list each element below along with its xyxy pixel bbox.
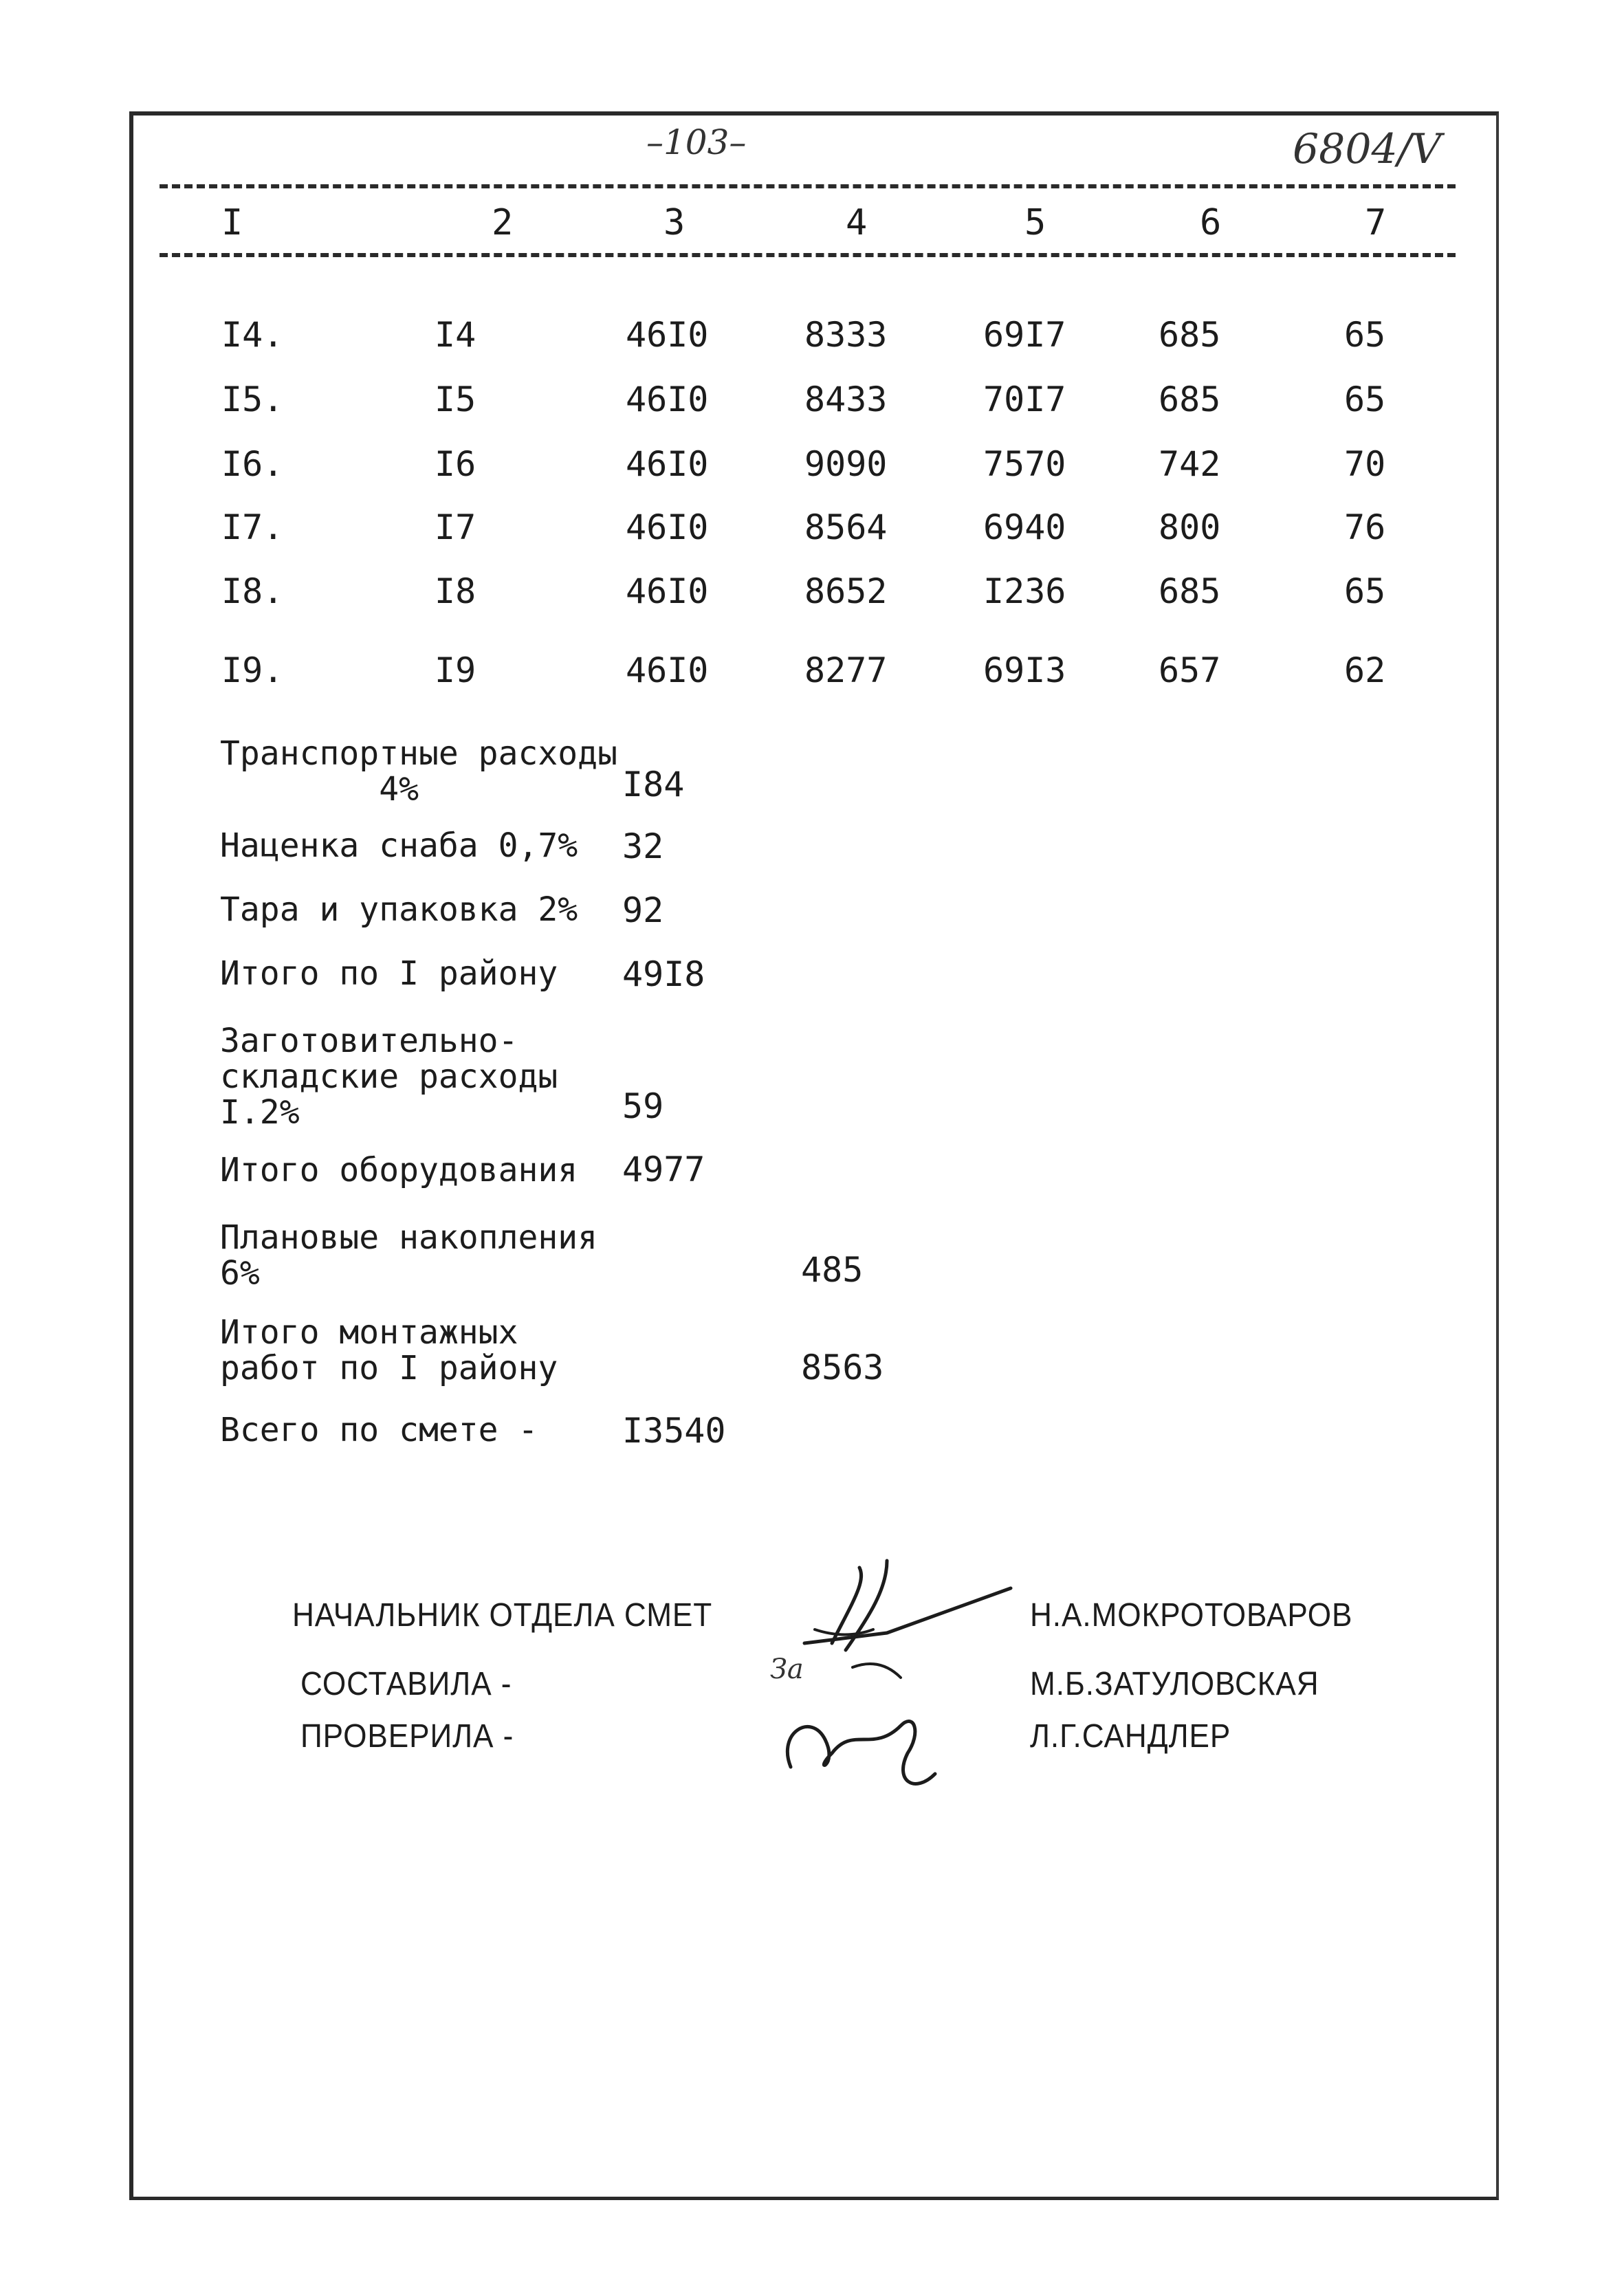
- table-cell: 9090: [804, 444, 888, 484]
- page-number: –103–: [646, 122, 747, 162]
- summary-value-district-total: 49I8: [622, 954, 705, 994]
- table-cell: 46I0: [626, 507, 709, 547]
- column-header: 6: [1200, 202, 1222, 243]
- summary-value-transport: I84: [622, 765, 685, 804]
- summary-value-markup: 32: [622, 826, 664, 866]
- table-cell: I5.: [221, 380, 284, 419]
- summary-label-grand-total: Всего по смете -: [220, 1411, 538, 1449]
- table-cell: 8652: [804, 571, 888, 611]
- column-header: 2: [492, 202, 514, 243]
- table-cell: 46I0: [626, 315, 709, 355]
- table-cell: 69I3: [983, 650, 1066, 690]
- table-cell: I6.: [221, 444, 284, 484]
- signature-stroke: [787, 1722, 935, 1784]
- table-cell: 65: [1344, 571, 1386, 611]
- table-cell: I5: [435, 380, 476, 419]
- table-cell: I8: [435, 571, 476, 611]
- table-cell: 8277: [804, 650, 888, 690]
- signature-name-head: Н.А.МОКРОТОВАРОВ: [1030, 1597, 1353, 1634]
- table-cell: 62: [1344, 650, 1386, 690]
- table-cell: 46I0: [626, 380, 709, 419]
- summary-value-packaging: 92: [622, 890, 664, 930]
- summary-label-packaging: Тара и упаковка 2%: [220, 890, 578, 929]
- table-cell: 70I7: [983, 380, 1066, 419]
- table-cell: 685: [1159, 571, 1221, 611]
- column-header: I: [221, 202, 243, 243]
- summary-value-warehouse: 59: [622, 1086, 664, 1126]
- column-header: 3: [663, 202, 685, 243]
- table-cell: 46I0: [626, 571, 709, 611]
- table-cell: 685: [1159, 380, 1221, 419]
- summary-label-equipment-total: Итого оборудования: [220, 1151, 578, 1189]
- summary-label-markup: Наценка снаба 0,7%: [220, 826, 578, 865]
- table-cell: I9: [435, 650, 476, 690]
- header-rule-bottom: [160, 253, 1456, 257]
- summary-label-transport: Транспортные расходы 4%: [220, 734, 617, 809]
- summary-value-installation-total: 8563: [801, 1348, 884, 1387]
- column-header: 4: [846, 202, 868, 243]
- summary-value-planned-savings: 485: [801, 1250, 864, 1290]
- signature-name-compiled: М.Б.ЗАТУЛОВСКАЯ: [1030, 1666, 1319, 1702]
- table-cell: I7: [435, 507, 476, 547]
- table-cell: 685: [1159, 315, 1221, 355]
- summary-label-installation-total: Итого монтажных работ по I району: [220, 1313, 558, 1387]
- header-rule-top: [160, 184, 1456, 188]
- signature-role-compiled: СОСТАВИЛА -: [300, 1666, 512, 1702]
- table-cell: I9.: [221, 650, 284, 690]
- column-header: 5: [1024, 202, 1046, 243]
- signature-name-checked: Л.Г.САНДЛЕР: [1030, 1718, 1231, 1755]
- column-header: 7: [1365, 202, 1387, 243]
- signature-stroke: [804, 1561, 1011, 1650]
- table-cell: 46I0: [626, 444, 709, 484]
- table-cell: 76: [1344, 507, 1386, 547]
- summary-value-equipment-total: 4977: [622, 1150, 705, 1189]
- table-cell: 657: [1159, 650, 1221, 690]
- table-cell: 65: [1344, 380, 1386, 419]
- signature-role-checked: ПРОВЕРИЛА -: [300, 1718, 514, 1755]
- table-cell: 6940: [983, 507, 1066, 547]
- table-cell: 8333: [804, 315, 888, 355]
- table-cell: I7.: [221, 507, 284, 547]
- summary-label-planned-savings: Плановые накопления 6%: [220, 1218, 598, 1293]
- table-cell: 742: [1159, 444, 1221, 484]
- table-cell: 69I7: [983, 315, 1066, 355]
- table-cell: I8.: [221, 571, 284, 611]
- document-number: 6804/V: [1293, 125, 1442, 173]
- table-cell: 70: [1344, 444, 1386, 484]
- table-cell: I4: [435, 315, 476, 355]
- table-cell: I6: [435, 444, 476, 484]
- table-cell: 8564: [804, 507, 888, 547]
- summary-label-warehouse: Заготовительно- складские расходы I.2%: [220, 1022, 558, 1132]
- summary-label-district-total: Итого по I району: [220, 954, 558, 993]
- table-cell: I4.: [221, 315, 284, 355]
- summary-value-grand-total: I3540: [622, 1411, 726, 1451]
- signature-note: За: [770, 1654, 804, 1685]
- table-cell: I236: [983, 571, 1066, 611]
- signature-role-head: НАЧАЛЬНИК ОТДЕЛА СМЕТ: [292, 1597, 713, 1634]
- table-cell: 46I0: [626, 650, 709, 690]
- table-cell: 800: [1159, 507, 1221, 547]
- table-cell: 8433: [804, 380, 888, 419]
- handwritten-signature: [749, 1547, 1038, 1808]
- table-cell: 65: [1344, 315, 1386, 355]
- table-cell: 7570: [983, 444, 1066, 484]
